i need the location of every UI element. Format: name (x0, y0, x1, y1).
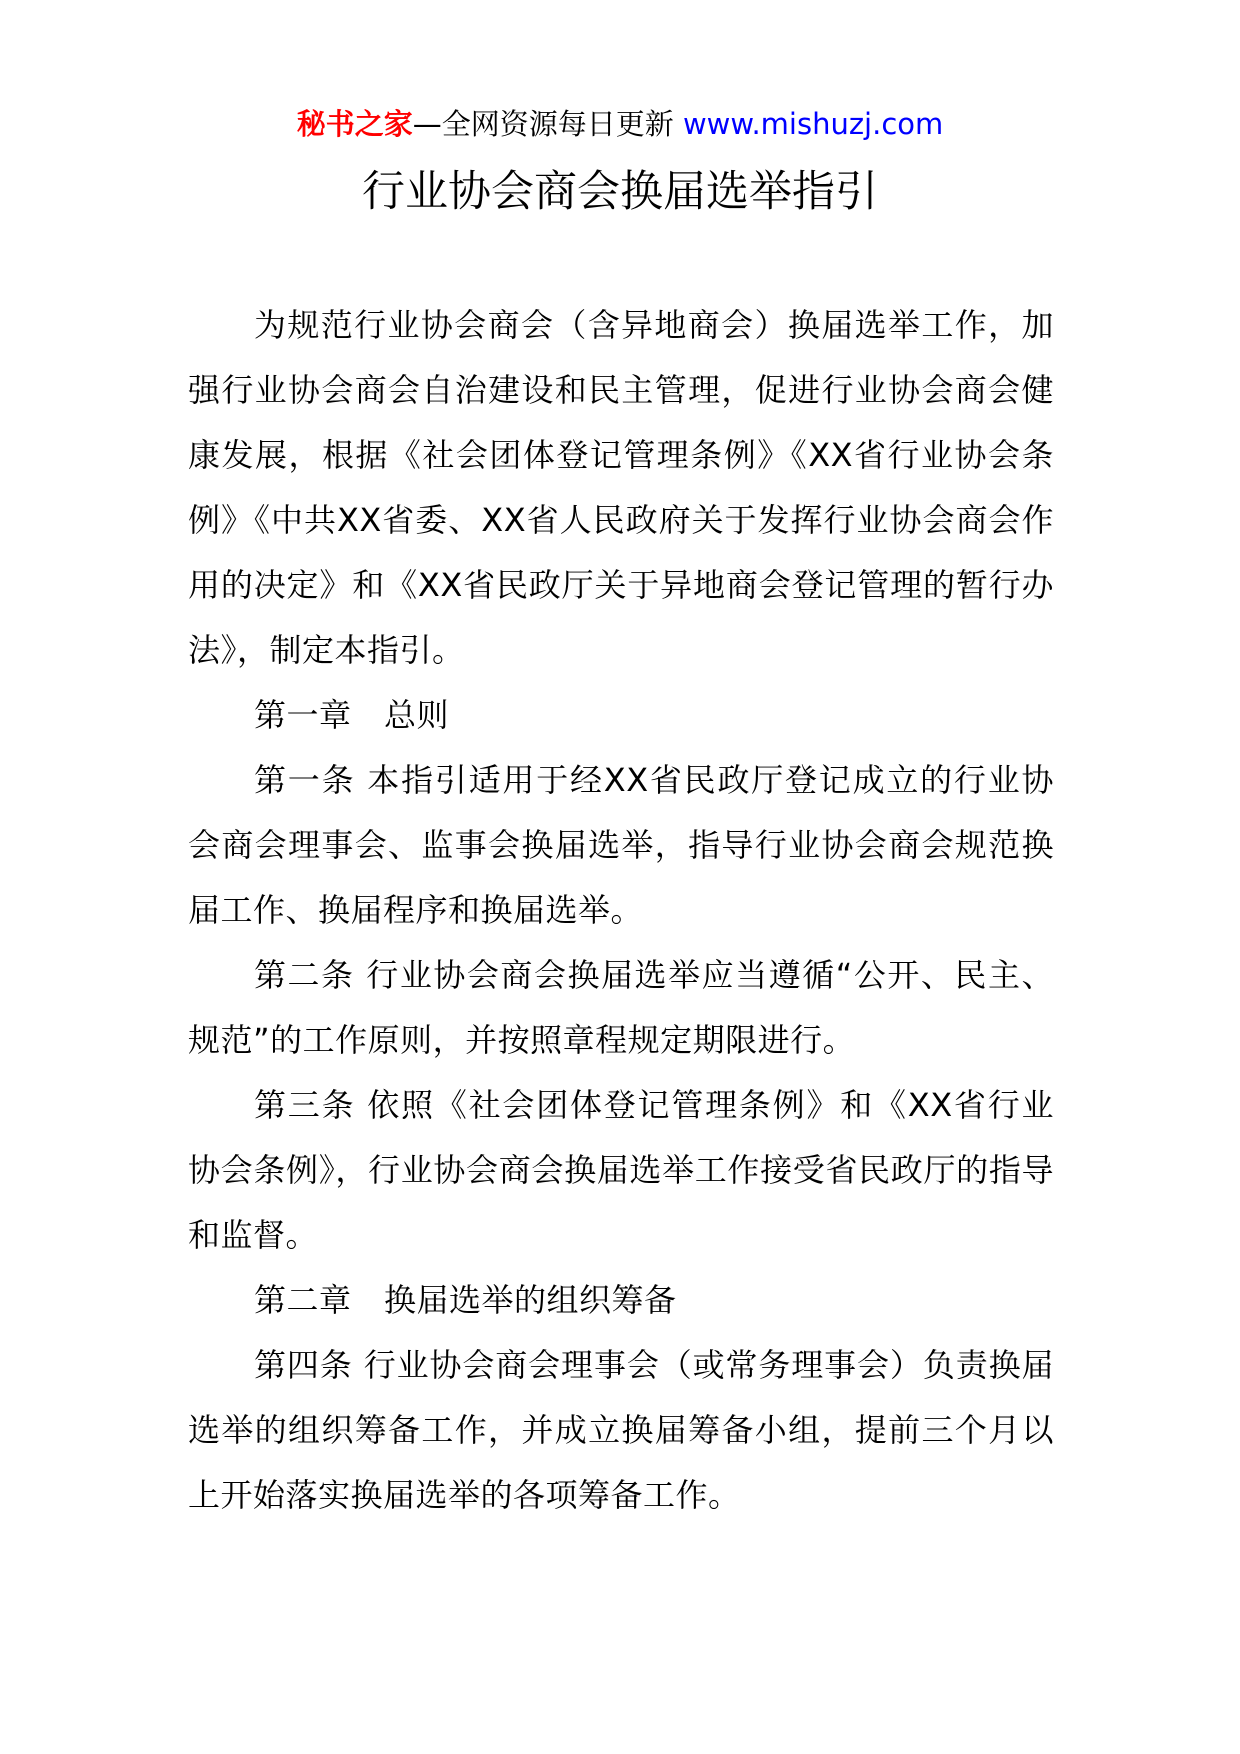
article-paragraph: 第一条 本指引适用于经XX省民政厅登记成立的行业协会商会理事会、监事会换届选举，指导行业协会商会规范换届工作、换届程序和换届选举。 (188, 761, 1054, 929)
header-tagline: —全网资源每日更新 (412, 107, 674, 141)
article-paragraph: 第三条 依照《社会团体登记管理条例》和《XX省行业协会条例》，行业协会商会换届选举工作接受省民政厅的指导和监督。 (188, 1086, 1054, 1254)
site-url-link[interactable]: www.mishuzj.com (682, 107, 944, 141)
document-body (188, 293, 1054, 1528)
article-paragraph: 第二条 行业协会商会换届选举应当遵循“公开、民主、规范”的工作原则，并按照章程规定期限进行。 (188, 956, 1054, 1059)
document-title: 行业协会商会换届选举指引 (362, 167, 878, 217)
preamble-paragraph: 为规范行业协会商会（含异地商会）换届选举工作，加强行业协会商会自治建设和民主管理，促进行业协会商会健康发展，根据《社会团体登记管理条例》《XX省行业协会条例》《中共XX省委、XX省人民政府关于发挥行业协会商会作用的决定》和《XX省民政厅关于异地商会登记管理的暂行办法》，制定本指引。 (188, 306, 1054, 669)
brand-name: 秘书之家 (296, 107, 413, 141)
chapter-heading: 第一章 总则 (254, 696, 450, 734)
article-paragraph: 第四条 行业协会商会理事会（或常务理事会）负责换届选举的组织筹备工作，并成立换届筹备小组，提前三个月以上开始落实换届选举的各项筹备工作。 (188, 1346, 1054, 1514)
chapter-heading: 第二章 换届选举的组织筹备 (254, 1281, 677, 1319)
site-header (0, 104, 1240, 144)
